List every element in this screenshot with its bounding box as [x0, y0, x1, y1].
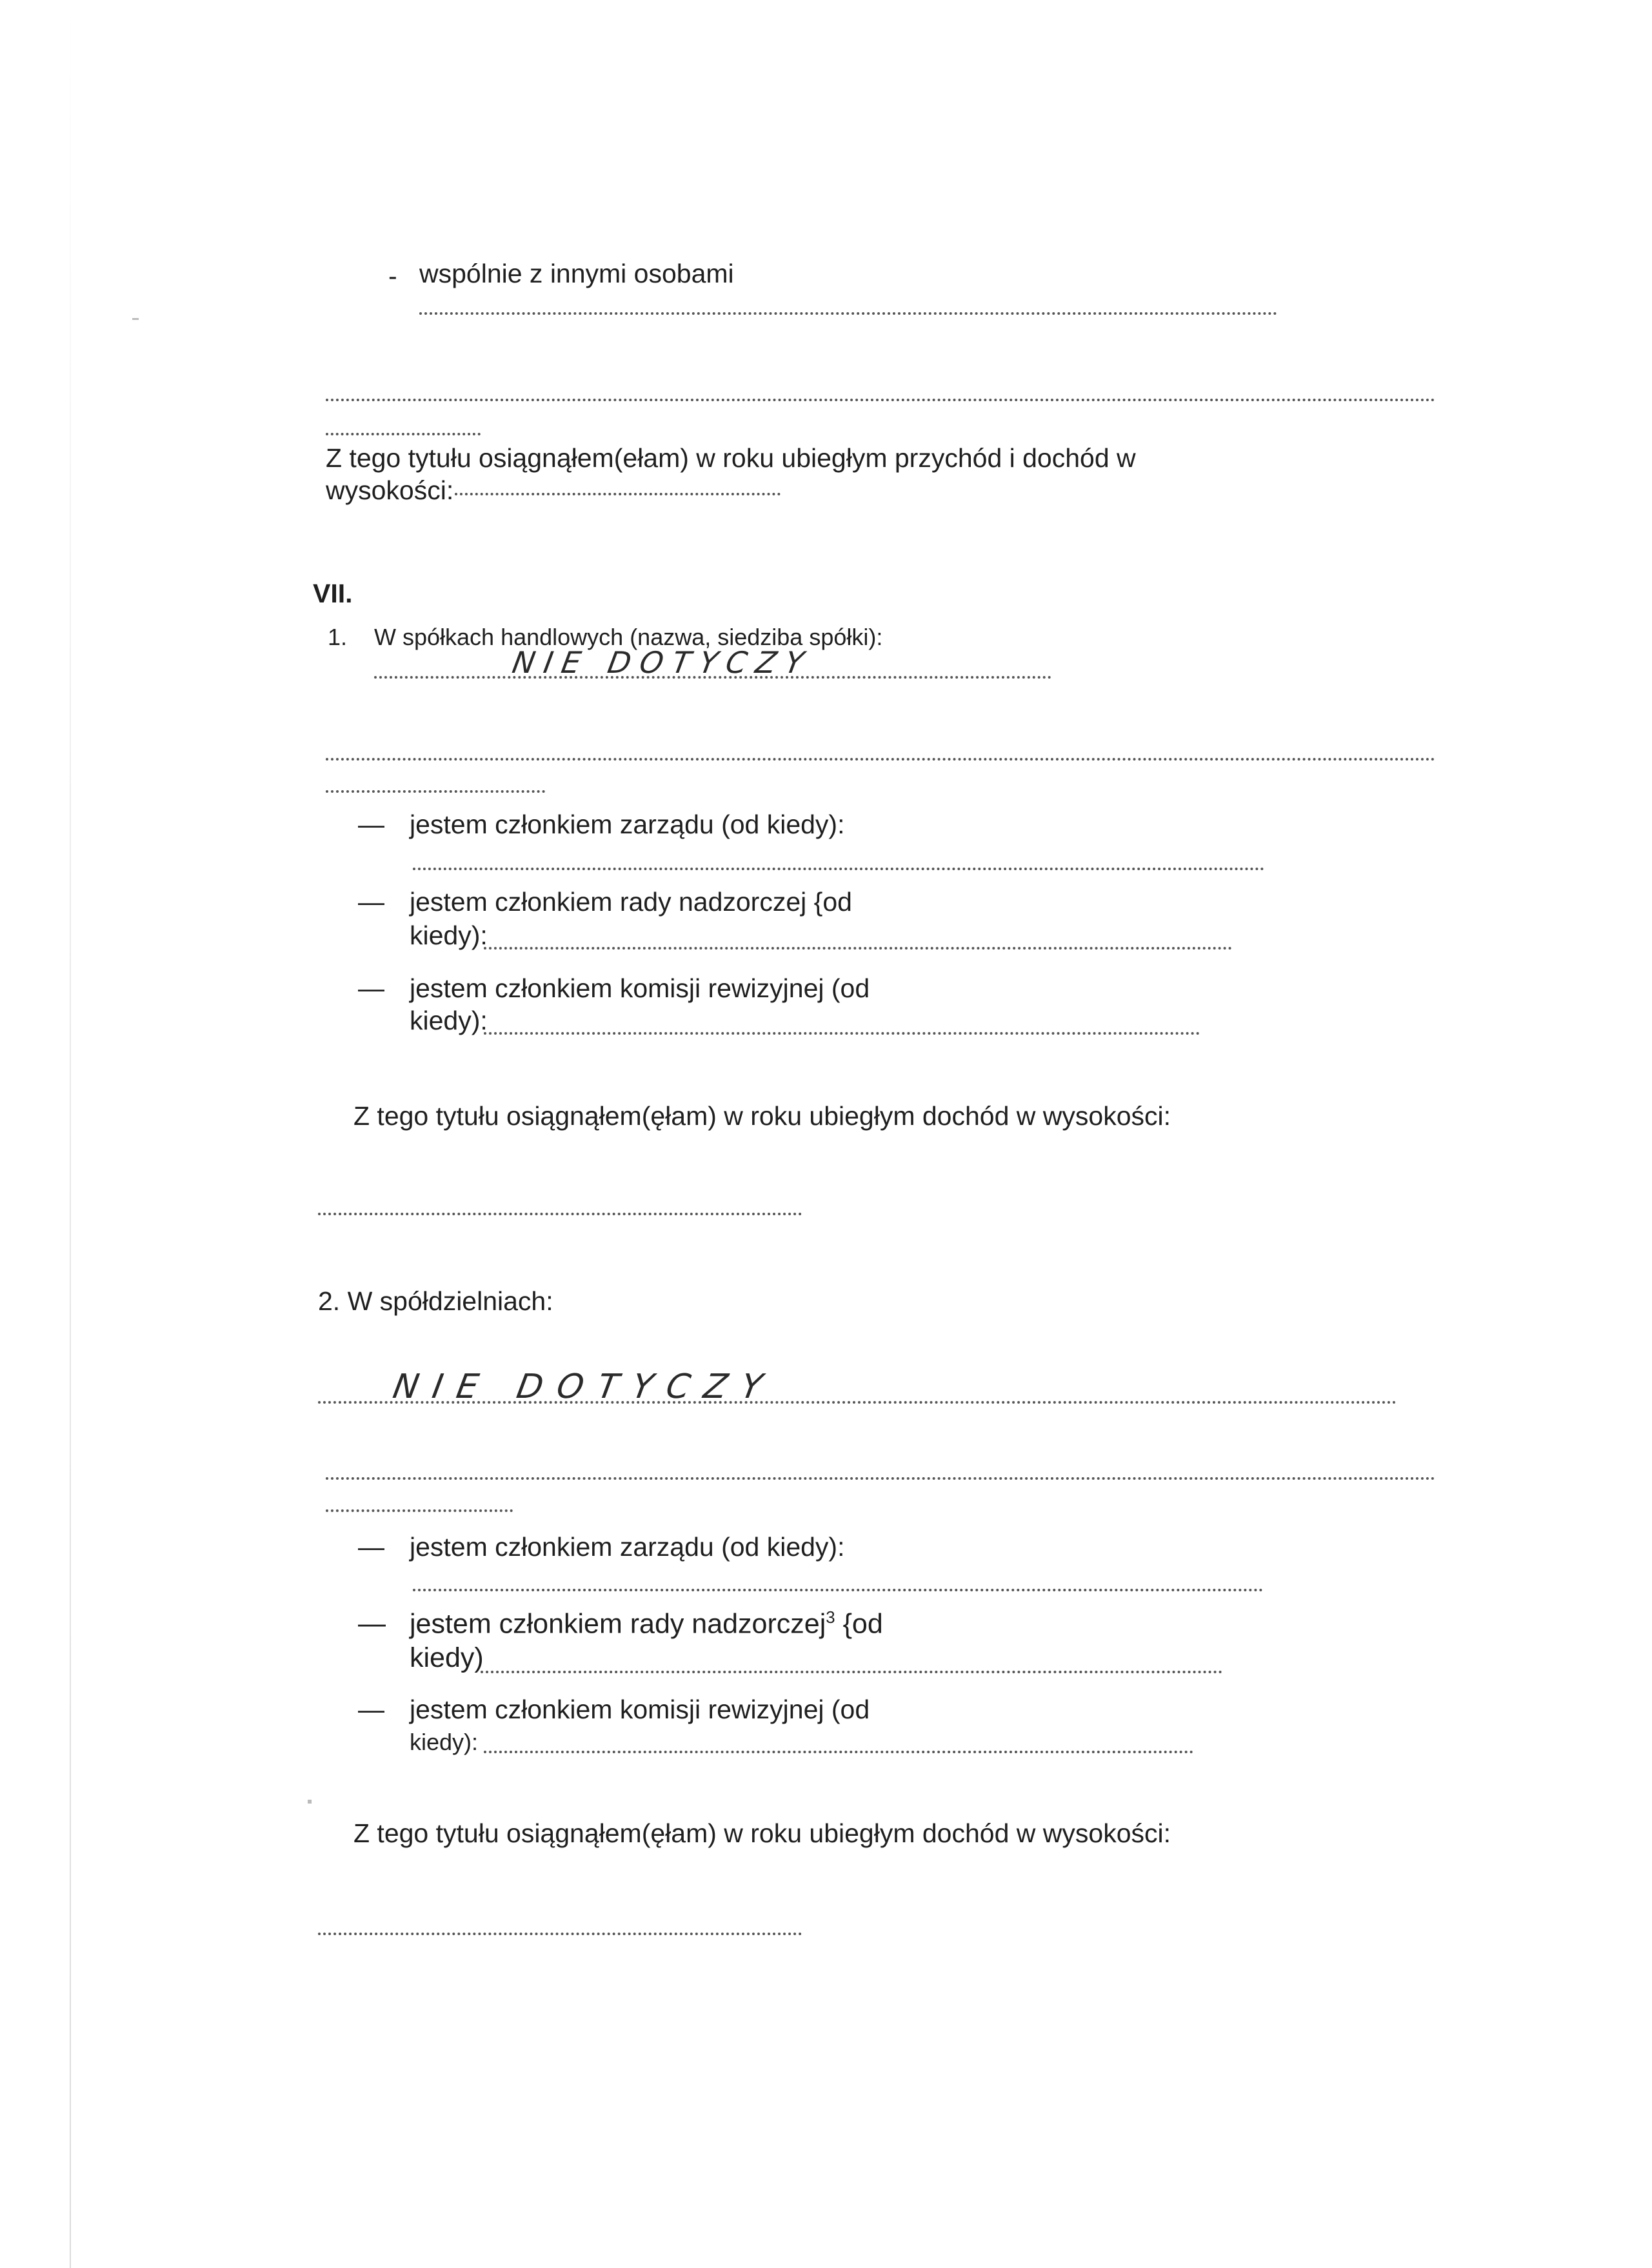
item2-audit-label-line2: kiedy):: [410, 1729, 479, 1755]
emdash-bullet: —: [358, 1608, 386, 1639]
item2-income-label: Z tego tytułu osiągnąłem(ęłam) w roku ubiegłym dochód w wysokości:: [353, 1818, 1171, 1848]
item2-supervisory-label-line1: [410, 1610, 883, 1638]
jointly-fill-line[interactable]: [419, 312, 1277, 315]
item2-board-label: jestem członkiem zarządu (od kiedy):: [410, 1532, 845, 1562]
item1-income-label: Z tego tytułu osiągnąłem(ęłam) w roku ubiegłym dochód w wysokości:: [353, 1101, 1171, 1131]
item1-label: W spółkach handlowych (nazwa, siedziba spółki):: [374, 624, 883, 650]
item2-audit-label-line1: jestem członkiem komisji rewizyjnej (od: [410, 1695, 870, 1724]
emdash-bullet: —: [358, 887, 384, 917]
item2-board-fill-line[interactable]: [413, 1589, 1263, 1591]
item1-board-label: jestem członkiem zarządu (od kiedy):: [410, 810, 845, 839]
item1-supervisory-fill-line[interactable]: [484, 947, 1232, 950]
item1-audit-label-line2: kiedy):: [410, 1006, 488, 1035]
item1-income-fill-line[interactable]: [318, 1213, 802, 1215]
item1-handwritten-answer: NIE DOTYCZY: [510, 645, 816, 680]
vi-income-label-line2: wysokości:: [326, 475, 454, 505]
scan-speck: [308, 1800, 312, 1804]
item2-coop-fill-line-2[interactable]: [326, 1477, 1435, 1480]
item2-supervisory-fill-line[interactable]: [481, 1671, 1222, 1673]
item2-supervisory-label-line2: kiedy): [410, 1642, 484, 1673]
item2-supervisory-text: jestem członkiem rady nadzorczej: [410, 1608, 826, 1640]
vi-income-label-line1: Z tego tytułu osiągnąłem(ełam) w roku ubiegłym przychód i dochód w: [326, 443, 1136, 473]
item1-audit-label-line1: jestem członkiem komisji rewizyjnej (od: [410, 973, 870, 1003]
jointly-label: wspólnie z innymi osobami: [419, 259, 734, 288]
item1-number: 1.: [328, 624, 348, 650]
emdash-bullet: —: [358, 1695, 384, 1724]
section-vii-heading: VII.: [313, 579, 353, 608]
item1-supervisory-label-line1: jestem członkiem rady nadzorczej {od: [410, 887, 852, 917]
dash-bullet: -: [388, 261, 397, 291]
scan-speck: [132, 318, 139, 320]
item2-income-fill-line[interactable]: [318, 1933, 802, 1935]
item1-board-fill-line[interactable]: [413, 868, 1264, 870]
item2-supervisory-text-end: {od: [835, 1608, 883, 1640]
item2-coop-fill-line[interactable]: [318, 1401, 1397, 1404]
item2-audit-fill-line[interactable]: [484, 1751, 1193, 1753]
jointly-fill-line-2[interactable]: [326, 399, 1435, 401]
item2-handwritten-answer: NIE DOTYCZY: [390, 1368, 780, 1406]
item1-supervisory-label-line2: kiedy):: [410, 920, 488, 950]
item1-audit-fill-line[interactable]: [484, 1032, 1200, 1035]
item2-label: 2. W spółdzielniach:: [318, 1286, 553, 1316]
page-shadow-edge: [70, 0, 71, 2268]
item2-coop-fill-line-3[interactable]: [326, 1509, 513, 1512]
item1-company-fill-line-2[interactable]: [326, 758, 1435, 761]
vi-income-fill-line[interactable]: [455, 493, 781, 495]
emdash-bullet: —: [358, 973, 384, 1003]
item1-company-fill-line-3[interactable]: [326, 790, 545, 793]
footnote-marker: 3: [826, 1609, 835, 1627]
emdash-bullet: —: [358, 1532, 384, 1562]
jointly-fill-line-3[interactable]: [326, 433, 481, 435]
emdash-bullet: —: [358, 810, 384, 839]
